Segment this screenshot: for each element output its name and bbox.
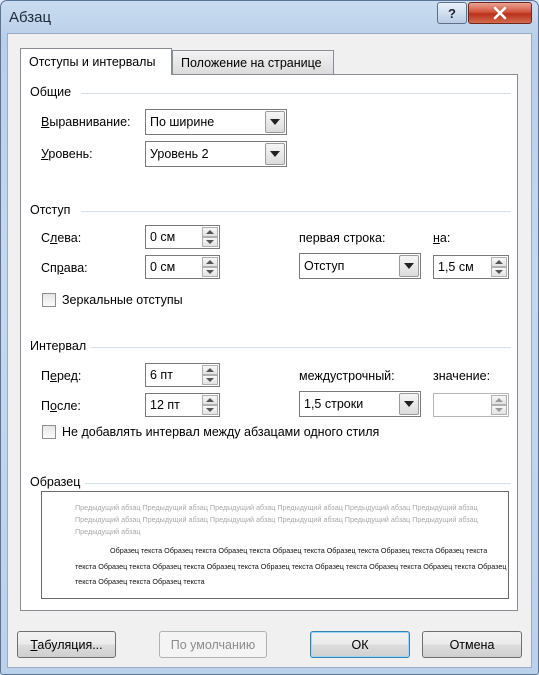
indent-right-value: 0 см [150, 260, 176, 274]
no-space-same-style-label[interactable]: Не добавлять интервал между абзацами одного стиля [62, 425, 380, 439]
spacing-at-label: значение: [433, 369, 491, 383]
preview-sample-line: текста Образец текста Образец текста Образец текста Образец текста Образец текста Образец текста Образец текста Образец [75, 562, 507, 571]
spacing-at-spinner[interactable] [433, 393, 509, 417]
mirror-indents-checkbox[interactable] [42, 293, 56, 307]
first-line-value: Отступ [304, 259, 345, 273]
spin-down-icon[interactable] [202, 405, 218, 415]
chevron-down-icon[interactable] [399, 255, 419, 277]
indent-left-spinner[interactable] [145, 225, 220, 249]
tab-label: Положение на странице [181, 56, 322, 70]
spin-down-icon[interactable] [202, 267, 218, 277]
chevron-down-icon[interactable] [265, 143, 285, 165]
spacing-after-spinner[interactable] [145, 393, 220, 417]
preview-sample-line: Образец текста Образец текста Образец текста Образец текста Образец текста Образец текста Образец текста [110, 546, 488, 555]
level-label: Уровень: [41, 147, 93, 161]
preview-previous-line: Предыдущий абзац [75, 527, 141, 536]
chevron-down-icon[interactable] [399, 393, 419, 415]
indent-by-label: на: [433, 231, 451, 245]
cancel-label: Отмена [449, 637, 495, 652]
spin-up-icon[interactable] [202, 257, 218, 267]
first-line-select[interactable] [299, 253, 421, 279]
indent-right-spinner[interactable] [145, 255, 220, 279]
level-select[interactable] [145, 141, 287, 167]
preview-box [41, 491, 509, 599]
tab-label: Отступы и интервалы [29, 55, 156, 69]
ok-button[interactable] [310, 631, 410, 658]
ok-label: ОК [351, 637, 369, 652]
help-icon: ? [448, 5, 456, 21]
no-space-same-style-checkbox[interactable] [42, 425, 56, 439]
dialog-client [7, 33, 532, 668]
section-divider [81, 211, 511, 212]
spacing-before-value: 6 пт [150, 368, 173, 382]
section-divider [85, 483, 511, 484]
close-button[interactable] [468, 2, 532, 24]
alignment-select[interactable] [145, 109, 287, 135]
preview-previous-line: Предыдущий абзац Предыдущий абзац Предыдущий абзац Предыдущий абзац Предыдущий абзац Предыдущий абзац [75, 503, 478, 512]
alignment-label: Выравнивание: [41, 115, 131, 129]
spacing-after-label: После: [41, 399, 81, 413]
spin-up-icon[interactable] [491, 395, 507, 405]
line-spacing-label: междустрочный: [299, 369, 395, 383]
spin-down-icon[interactable] [202, 375, 218, 385]
set-default-label: По умолчанию [170, 637, 256, 652]
preview-sample-line: текста Образец текста Образец текста [75, 577, 205, 586]
section-preview-title: Образец [30, 475, 81, 489]
help-button[interactable] [437, 2, 467, 24]
spin-up-icon[interactable] [491, 257, 507, 267]
tab-panel [20, 74, 518, 611]
section-divider [91, 347, 511, 348]
indent-by-value: 1,5 см [438, 260, 474, 274]
spacing-before-label: Перед: [41, 369, 82, 383]
alignment-value: По ширине [150, 115, 215, 129]
set-default-button[interactable] [159, 631, 267, 658]
window-title: Абзац [9, 9, 52, 26]
spacing-after-value: 12 пт [150, 398, 180, 412]
spin-down-icon[interactable] [491, 405, 507, 415]
line-spacing-select[interactable] [299, 391, 421, 417]
tab-line-page-breaks[interactable] [172, 50, 334, 75]
close-icon [493, 6, 507, 20]
tabs-button[interactable] [17, 631, 116, 658]
indent-left-label: Слева: [41, 231, 82, 245]
spacing-before-spinner[interactable] [145, 363, 220, 387]
spin-down-icon[interactable] [202, 237, 218, 247]
tabs-button-label: Табуляция... [30, 637, 103, 652]
title-bar [1, 1, 538, 33]
line-spacing-value: 1,5 строки [304, 397, 364, 411]
section-spacing-title: Интервал [30, 339, 87, 353]
spin-down-icon[interactable] [491, 267, 507, 277]
spin-up-icon[interactable] [202, 395, 218, 405]
preview-previous-line: Предыдущий абзац Предыдущий абзац Предыдущий абзац Предыдущий абзац Предыдущий абзац Предыдущий абзац [75, 515, 478, 524]
first-line-label: первая строка: [299, 231, 386, 245]
level-value: Уровень 2 [150, 147, 209, 161]
indent-by-spinner[interactable] [433, 255, 509, 279]
indent-left-value: 0 см [150, 230, 176, 244]
mirror-indents-label[interactable]: Зеркальные отступы [62, 293, 183, 307]
section-indent-title: Отступ [30, 203, 71, 217]
chevron-down-icon[interactable] [265, 111, 285, 133]
tab-indents-spacing[interactable] [20, 48, 172, 75]
spin-up-icon[interactable] [202, 365, 218, 375]
spin-up-icon[interactable] [202, 227, 218, 237]
indent-right-label: Справа: [41, 261, 88, 275]
cancel-button[interactable] [422, 631, 522, 658]
section-divider [81, 93, 511, 94]
section-general-title: Общие [30, 85, 72, 99]
